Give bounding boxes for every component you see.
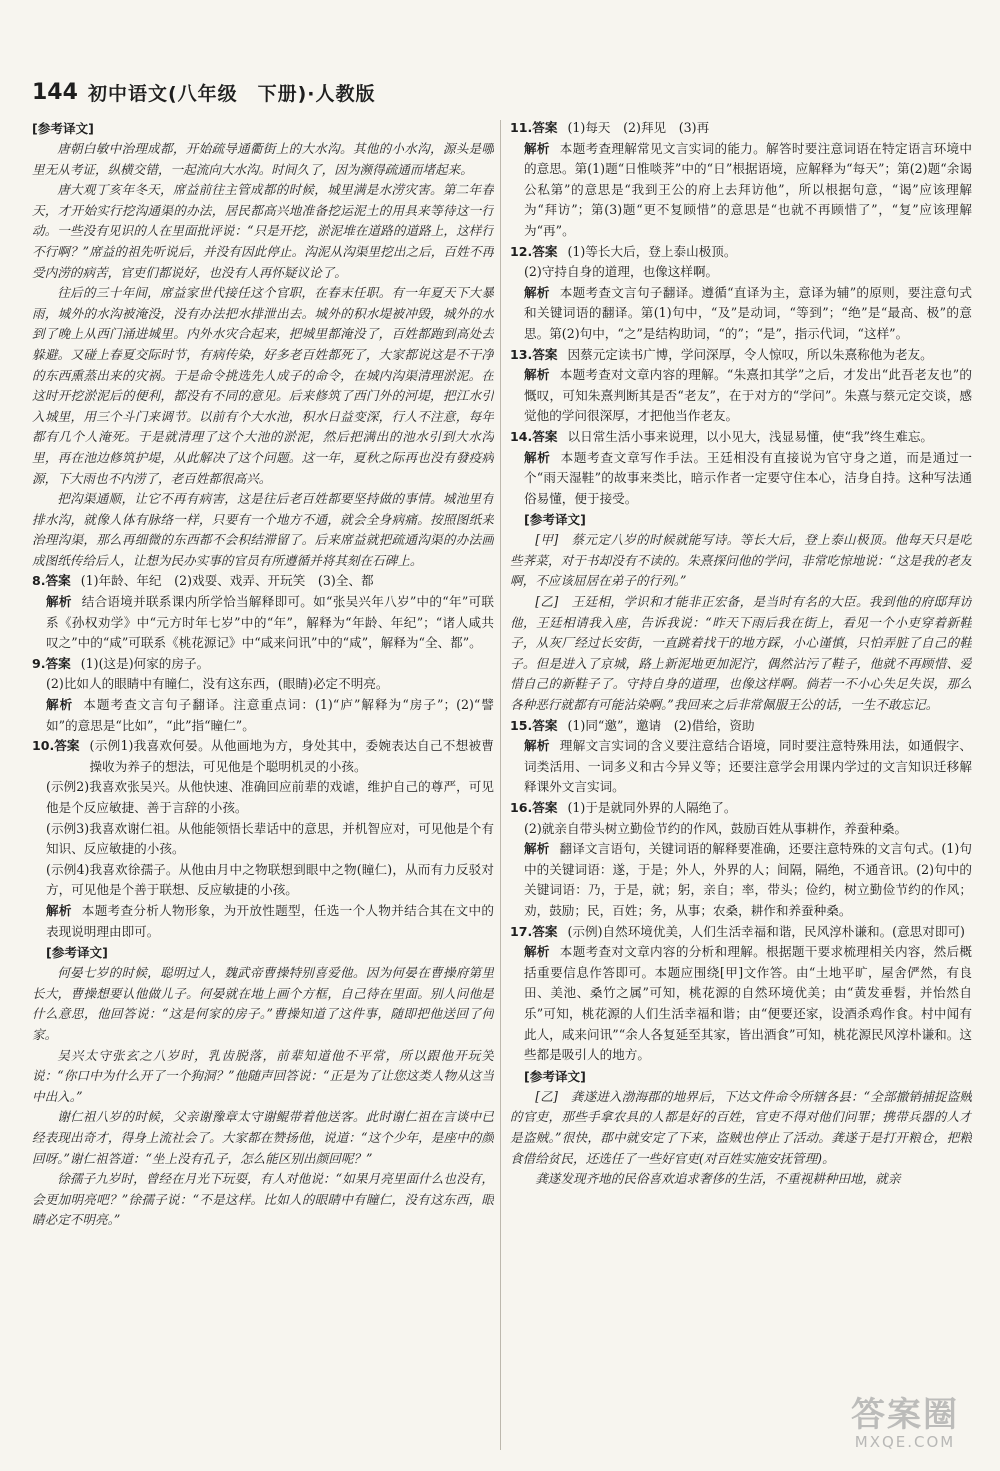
- translation-paragraph: 吴兴太守张玄之八岁时，乳齿脱落，前辈知道他不平常，所以跟他开玩笑说：“你口中为什么开了一个狗洞？”他随声回答说：“正是为了让您这类人物从这当中出入。”: [32, 1047, 494, 1104]
- translation-paragraph: 龚遂发现齐地的民俗喜欢追求奢侈的生活，不重视耕种田地，就亲: [535, 1171, 901, 1187]
- question-10-example: (示例3)我喜欢谢仁祖。从他能领悟长辈话中的意思，并机智应对，可见他是个有知识、反应敏捷的小孩。: [46, 820, 494, 857]
- translation-yi: [乙] 龚遂进入渤海郡的地界后，下达文件命令所辖各县：“全部撤销捕捉盗贼的官吏，那些手拿农具的人都是好的百姓，官吏不得对他们问罪；携带兵器的人才是盗贼。”很快，郡中就安定了下来，盗贼也停止了活动。龚遂于是打开粮仓，把粮食借给贫民，还选任了一些好官吏(对百姓实施安抚管理)。: [510, 1088, 972, 1166]
- question-15-analysis: 解析 理解文言实词的含义要注意结合语境，同时要注意特殊用法，如通假字、词类活用、一词多义和古今异义等；还要注意学会用课内学过的文言知识迁移解释课外文言实词。: [524, 738, 972, 795]
- question-12-answer: 12.答案 (1)等长大后，登上泰山极顶。: [510, 243, 737, 259]
- question-10-example: (示例4)我喜欢徐孺子。从他由月中之物联想到眼中之物(瞳仁)，从而有力反驳对方，可见他是个善于联想、反应敏捷的小孩。: [46, 861, 494, 898]
- translation-paragraph: 徐孺子九岁时，曾经在月光下玩耍，有人对他说：“如果月亮里面什么也没有，会更加明亮吧？”徐孺子说：“不是这样。比如人的眼睛中有瞳仁，没有这东西，眼睛必定不明亮。”: [32, 1171, 494, 1228]
- question-16-analysis: 解析 翻译文言语句，关键词语的解释要准确，还要注意特殊的文言句式。(1)句中的关键词语：遂，于是；外人，外界的人；间隔，隔绝，不通音讯。(2)句中的关键词语：乃，于是，就；躬，亲自；率，带头；俭约，树立勤俭节约的作风；劝，鼓励；民，百姓；务，从事；农桑，耕作和养蚕种桑。: [524, 841, 972, 918]
- question-12-answer-line2: (2)守持自身的道理，也像这样啊。: [524, 264, 719, 280]
- translation-paragraph: 往后的三十年间，席益家世代接任这个官职，在春末任职。有一年夏天下大暴雨，城外的水沟被淹没，没有办法把水排泄出去。城外的积水堤被冲毁，城外的水到了晚上从西门涌进城里。内外水灾合起来，把城里都淹没了，百姓都跑到高处去躲避。又碰上春夏交际时节，有病传染，好多老百姓都死了，大家都说这是不干净的东西熏蒸出来的灾祸。于是命令挑选先人成子的命令，在城内沟渠清理淤泥。在这时开挖淤泥后的便利，都没有不同的意见。后来修筑了西门外的河堤，把江水引入城里，用三个斗门来调节。以前有个大水池，积水日益变深，行人不注意，每年都有几个人淹死。于是就清理了这个大池的淤泥，然后把满出的池水引到大水沟里，再在池边修筑护堤，从此解决了这个问题。这一年，夏秋之际再也没有發疫病源，下大雨也不内涝了，老百姓都很高兴。: [32, 285, 494, 486]
- right-column: [510, 118, 972, 1458]
- question-9-answer: 9.答案 (1)(这是)何家的房子。: [32, 655, 210, 671]
- question-9-answer-line2: (2)比如人的眼睛中有瞳仁，没有这东西，(眼睛)必定不明亮。: [46, 676, 389, 692]
- question-17-answer: 17.答案 (示例)自然环境优美，人们生活幸福和谐，民风淳朴谦和。(意思对即可): [510, 923, 965, 939]
- question-8-analysis: 解析 结合语境并联系课内所学恰当解释即可。如“张吴兴年八岁”中的“年”可联系《孙权劝学》中“元方时年七岁”中的“年”，解释为“年龄、年纪”；“诸人咸共叹之”中的“咸”可联系《桃花源记》中“咸来问讯”中的“咸”，解释为“全、都”。: [46, 594, 494, 651]
- translation-paragraph: 何晏七岁的时候，聪明过人，魏武帝曹操特别喜爱他。因为何晏在曹操府第里长大，曹操想要认他做儿子。何晏就在地上画个方框，自己待在里面。别人问他是什么意思，他回答说：“这是何家的房子。”曹操知道了这件事，随即把他送回了何家。: [32, 965, 494, 1042]
- question-11-answer: 11.答案 (1)每天 (2)拜见 (3)再: [510, 120, 710, 135]
- question-13-analysis: 解析 本题考查对文章内容的理解。“朱熹扣其学”之后，才发出“此吾老友也”的慨叹，可知朱熹判断其是否“老友”，在于对方的“学问”。朱熹与蔡元定交谈，感觉他的学问很深厚，才把他当作老友。: [524, 367, 972, 424]
- watermark-logo-text: 答案圈: [851, 1395, 959, 1435]
- question-13-answer: 13.答案 因蔡元定读书广博，学问深厚，令人惊叹，所以朱熹称他为老友。: [510, 346, 933, 362]
- translation-paragraph: 谢仁祖八岁的时候，父亲谢豫章太守谢鲲带着他送客。此时谢仁祖在言谈中已经表现出奇才，得身上流社会了。大家都在赞扬他，说道：“这个少年，是座中的颜回呀。”谢仁祖答道：“坐上没有孔子，怎么能区别出颜回呢？”: [32, 1109, 494, 1166]
- question-10-answer: 10.答案 (示例1)我喜欢何晏。从他画地为方，身处其中，委婉表达自己不想被曹操收为养子的想法，可见他是个聪明机灵的小孩。: [32, 738, 494, 774]
- question-14-analysis: 解析 本题考查文章写作手法。王廷相没有直接说为官守身之道，而是通过一个“雨天湿鞋”的故事来类比，暗示作者一定要守住本心，洁身自持。这种写法通俗易懂，便于接受。: [524, 449, 972, 506]
- column-divider: [500, 120, 501, 1450]
- ref-translation-title: [参考译文]: [46, 945, 108, 961]
- page-number: 144: [32, 79, 78, 105]
- translation-jia: [甲] 蔡元定八岁的时候就能写诗。等长大后，登上泰山极顶。他每天只是吃些荠菜，对于书却没有不读的。朱熹探问他的学问，非常吃惊地说：“这是我的老友啊，不应该屈居在弟子的行列。”: [510, 532, 972, 589]
- watermark-url: MXQE.COM: [854, 1433, 956, 1451]
- site-watermark: [830, 1397, 980, 1457]
- translation-yi: [乙] 王廷相，学识和才能非正宏备，是当时有名的大臣。我到他的府邸拜访他，王廷相请我入座，告诉我说：“昨天下雨后我在街上，看见一个小吏穿着新鞋子，从灰厂经过长安街，一直跳着找干的地方踩，小心谨慎，只怕弄脏了自己的鞋子。但是进入了京城，路上新泥地更加泥泞，偶然沾污了鞋子，他就不再顾惜、爱惜自己的新鞋子了。守持自身的道理，也像这样啊。倘若一不小心失足失误，那么各种恶行就都有可能沾染啊。”我回来之后非常佩服王公的话，一生不敢忘记。: [510, 594, 972, 713]
- question-17-analysis: 解析 本题考查对文章内容的分析和理解。根据题干要求梳理相关内容，然后概括重要信息作答即可。本题应围绕[甲]文作答。由“土地平旷，屋舍俨然，有良田、美池、桑竹之属”可知，桃花源的自然环境优美；由“黄发垂髫，并怡然自乐”可知，桃花源的人们生活幸福和谐；由“便要还家，设酒杀鸡作食。村中闻有此人，咸来问讯”“余人各复延至其家，皆出酒食”可知，桃花源民风淳朴谦和。这些都是吸引人的地方。: [524, 944, 972, 1063]
- translation-paragraph: 唐大观丁亥年冬天，席益前往主管成都的时候，城里满是水涝灾害。第二年春天，才开始实行挖沟通渠的办法，居民都高兴地准备挖运泥土的用具来等待这一行动。一些没有见识的人在里面批评说：“只是开挖，淤泥堆在道路的道路上，这样行不行啊？”席益的祖先听说后，并没有因此停止。沟泥从沟渠里挖出之后，百姓不再受内涝的病苦，官吏们都说好，也没有人再怀疑议论了。: [32, 182, 494, 280]
- question-9-analysis: 解析 本题考查文言句子翻译。注意重点词：(1)“庐”解释为“房子”；(2)“譬如”的意思是“比如”，“此”指“瞳仁”。: [46, 697, 494, 733]
- ref-translation-title: [参考译文]: [524, 512, 586, 528]
- question-11-analysis: 解析 本题考查理解常见文言实词的能力。解答时要注意词语在特定语言环境中的意思。第(1)题“日惟啖荠”中的“日”根据语境，应解释为“每天”；第(2)题“余谒公私第”的意思是“我到王公的府上去拜访他”，所以根据句意，“谒”应该理解为“拜访”；第(3)题“更不复顾惜”的意思是“也就不再顾惜了”，“复”应该理解为“再”。: [524, 140, 972, 238]
- ref-translation-title: [参考译文]: [524, 1068, 586, 1084]
- book-title: 初中语文(八年级 下册)·人教版: [87, 82, 376, 105]
- ref-translation-title: [参考译文]: [32, 121, 94, 136]
- question-12-analysis: 解析 本题考查文言句子翻译。遵循“直译为主，意译为辅”的原则，要注意句式和关键词语的翻译。第(1)句中，“及”是动词，“等到”；“绝”是“最高、极”的意思。第(2)句中，“之”是结构助词，“的”；“是”，指示代词，“这样”。: [524, 284, 972, 341]
- translation-paragraph: 唐朝白敏中治理成都，开始疏导通衢街上的大水沟。其他的小水沟，源头是哪里无从考证，纵横交错，一起流向大水沟。时间久了，因为濒得疏通而堵起来。: [32, 141, 494, 177]
- question-15-answer: 15.答案 (1)同“邀”，邀请 (2)借给，资助: [510, 717, 755, 733]
- question-10-analysis: 解析 本题考查分析人物形象，为开放性题型，任选一个人物并结合其在文中的表现说明理由即可。: [46, 902, 494, 939]
- question-10-example: (示例2)我喜欢张吴兴。从他快速、准确回应前辈的戏谑，维护自己的尊严，可见他是个反应敏捷、善于言辞的小孩。: [46, 779, 494, 815]
- question-8-answer: 8.答案 (1)年龄、年纪 (2)戏耍、戏弄、开玩笑 (3)全、都: [32, 573, 374, 589]
- translation-paragraph: 把沟渠通顺，让它不再有病害，这是往后老百姓都要坚持做的事情。城池里有排水沟，就像人体有脉络一样，只要有一个地方不通，就会全身病痛。按照图纸来治理沟渠，那么再细微的东西都不会积结滞留了。后来席益就把疏通沟渠的办法画成图纸传给后人，让想为民办实事的官员有所遵循并将其刻在石碑上。: [32, 491, 494, 568]
- left-column: [32, 118, 494, 1458]
- question-14-answer: 14.答案 以日常生活小事来说理，以小见大，浅显易懂，使“我”终生难忘。: [510, 428, 934, 444]
- question-16-answer-line2: (2)就亲自带头树立勤俭节约的作风，鼓励百姓从事耕作，养蚕种桑。: [524, 820, 908, 836]
- question-16-answer: 16.答案 (1)于是就同外界的人隔绝了。: [510, 800, 737, 815]
- page-header: [32, 72, 972, 112]
